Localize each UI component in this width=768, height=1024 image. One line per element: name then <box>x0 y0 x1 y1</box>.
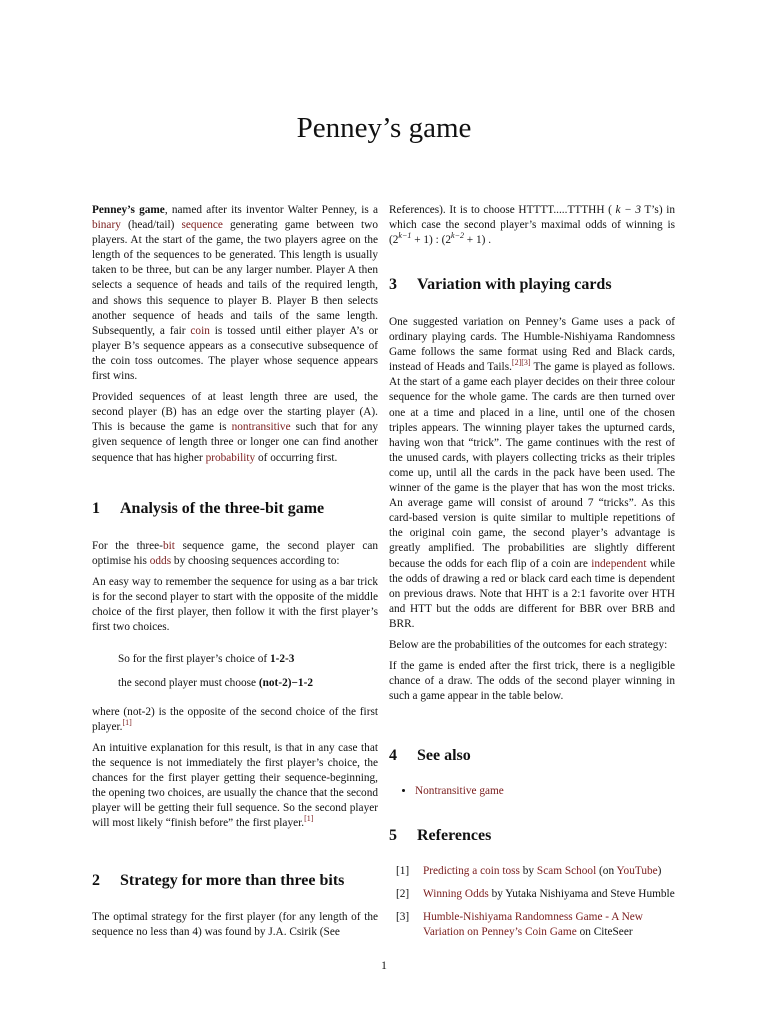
link-binary[interactable]: binary <box>92 219 121 232</box>
link-probability[interactable]: probability <box>205 451 256 464</box>
text: The game is played as follows. At the start of a game each player decides on their three colour sequence for the whole game. The cards are then turned over one at a time and placed in a line, until one of the chosen triples appears. The winning player takes the upturned cards, having won that “trick”. The game continues with the rest of the unused cards, with players collecting tricks as their triples come up, until all the cards in the pack have been used. The winner of the game is the player that has won the most tricks. An average game will consist of around 7 “tricks”. As this card-based version is quite similar to multiple repetitions of the original coin game, the second player’s advantage is greatly amplified. The probabilities are slightly different because the odds for each flip of a coin are <box>389 361 675 570</box>
text: by choosing sequences according to: <box>171 555 340 568</box>
page-number: 1 <box>381 960 387 972</box>
link-scam-school[interactable]: Scam School <box>536 865 597 877</box>
math: + 1) : (2 <box>411 234 452 247</box>
section-title: Strategy for more than three bits <box>120 872 345 889</box>
math-line-2 <box>92 676 378 691</box>
reference-number: [3] <box>396 911 410 924</box>
section-1-paragraph-4 <box>92 741 378 832</box>
section-number: 2 <box>92 872 100 889</box>
reference-item <box>389 864 675 879</box>
math: (2 <box>389 234 399 247</box>
math-exponent: k−2 <box>451 231 464 241</box>
citation-link[interactable]: [1] <box>122 718 132 728</box>
math-line-1 <box>92 652 378 667</box>
math-exponent: k−1 <box>398 231 412 241</box>
section-2-continued <box>389 203 675 254</box>
section-2-paragraph-1-cont <box>389 203 675 248</box>
text: T’s) in which case the second player’s maximal odds of winning is <box>389 204 675 232</box>
reference-item <box>389 887 675 902</box>
see-also-list <box>389 784 675 799</box>
section-number: 1 <box>92 500 100 517</box>
section-number: 3 <box>389 276 397 293</box>
section-3-paragraph-3: If the game is ended after the first trick, there is a negligible chance of a draw. The odds of the second player winning in such a game appear in the table below. <box>389 660 675 703</box>
section-3-heading <box>389 277 612 292</box>
link-sequence[interactable]: sequence <box>181 219 223 232</box>
link-youtube[interactable]: YouTube <box>616 865 658 877</box>
text: by Yutaka Nishiyama and Steve Humble <box>488 888 675 901</box>
text: the second player must choose <box>118 676 259 689</box>
link-humble-nishiyama[interactable]: Humble-Nishiyama Randomness Game - A New Variation on Penney’s Coin Game <box>423 911 643 939</box>
section-1-heading <box>92 501 324 516</box>
references-list <box>389 864 675 948</box>
section-5-heading <box>389 828 491 843</box>
reference-number: [1] <box>396 865 410 877</box>
text: , named after its inventor Walter Penney, is a <box>164 204 378 216</box>
text: generating game between two players. At the start of the game, the two players agree on the length of the sequences to be generated. This length is usually taken to be three, but can be any larger number. Player A then selects a sequence of heads and tails of the required length, and shows this sequence to player B. Player B then selects another sequence of heads and tails of the same length. Subsequently, a fair <box>92 219 378 337</box>
section-title: Variation with playing cards <box>417 276 612 293</box>
link-nontransitive[interactable]: nontransitive <box>231 421 291 434</box>
intro-paragraph-2 <box>92 390 378 465</box>
text: An intuitive explanation for this result, is that in any case that the sequence is not immediately the first player’s choice, the chances for the first player getting their sequence-beginning, the opening two choices, are usually the chance that the second player will be getting their full sequence. So the second player will most likely “finish before” the first player. <box>92 741 378 830</box>
reference-text <box>423 864 661 879</box>
section-title: See also <box>417 747 471 764</box>
list-item <box>415 784 675 799</box>
text: of occurring first. <box>255 451 338 464</box>
math: + 1) . <box>463 234 492 247</box>
text: So for the first player’s choice of <box>118 652 270 665</box>
intro <box>92 203 378 472</box>
section-1-body <box>92 539 378 838</box>
citation-link[interactable]: [1] <box>304 814 314 824</box>
text: on CiteSeer <box>576 926 633 939</box>
section-2-paragraph-1: The optimal strategy for the first player (for any length of the sequence no less than 4) was found by J.A. Csirik (See <box>92 911 378 939</box>
section-1-paragraph-3 <box>92 705 378 735</box>
text: by <box>519 865 537 877</box>
text: (on <box>596 865 617 877</box>
text: (head/tail) <box>120 219 182 232</box>
section-title: References <box>417 827 492 844</box>
link-independent[interactable]: independent <box>591 557 647 570</box>
section-2-heading <box>92 873 344 888</box>
math-bold: (not-2)−1-2 <box>258 676 313 689</box>
reference-text <box>423 887 675 902</box>
citation-link[interactable]: [2][3] <box>511 358 531 368</box>
section-number: 5 <box>389 827 397 844</box>
link-nontransitive-game[interactable]: Nontransitive game <box>415 785 504 797</box>
reference-text <box>423 910 675 940</box>
text: sequence game, the second player can optimise his <box>92 540 378 568</box>
page-title: Penney’s game <box>296 112 472 144</box>
section-1-paragraph-1 <box>92 539 378 569</box>
link-predicting-coin-toss[interactable]: Predicting a coin toss <box>423 865 520 877</box>
text: Provided sequences of at least length three are used, the second player (B) has an edge over the starting player (A). This is because the game is <box>92 391 378 434</box>
section-3-paragraph-2: Below are the probabilities of the outcomes for each strategy: <box>389 638 668 651</box>
text: while the odds of drawing a red or black card each time is dependent on previous draws. Note that HHT is a 2:1 favorite over HTH and HTT but the odds are different for BBR over BRB and BRR. <box>389 557 675 630</box>
section-title: Analysis of the three-bit game <box>120 500 325 517</box>
link-winning-odds[interactable]: Winning Odds <box>423 888 489 901</box>
reference-item <box>389 910 675 940</box>
section-2-body <box>92 910 378 946</box>
text: For the three- <box>92 540 163 552</box>
term-bold: Penney’s game <box>92 204 165 216</box>
text: One suggested variation on Penney’s Game uses a pack of ordinary playing cards. The Humble-Nishiyama Randomness Game follows the same format using Red and Black cards, instead of Heads and Tails. <box>389 316 675 374</box>
intro-paragraph-1 <box>92 203 378 384</box>
text: is tossed until either player A’s or player B’s sequence appears as a consecutive subsequence of the coin toss outcomes. The player whose sequence appears first wins. <box>92 324 378 383</box>
reference-number: [2] <box>396 888 410 901</box>
link-odds[interactable]: odds <box>149 555 172 568</box>
section-number: 4 <box>389 747 397 764</box>
link-bit[interactable]: bit <box>162 540 175 552</box>
math-bold: 1-2-3 <box>269 652 295 665</box>
text: where (not-2) is the opposite of the second choice of the first player. <box>92 705 378 733</box>
section-1-paragraph-2: An easy way to remember the sequence for using as a bar trick is for the second player to start with the opposite of the middle choice of the first player, then follow it with the first player’s first two choices. <box>92 576 378 634</box>
link-coin[interactable]: coin <box>190 324 210 337</box>
text: References). It is to choose HTTTT.....TTTHH ( <box>389 204 616 216</box>
text: ) <box>657 865 662 877</box>
section-3-body <box>389 315 675 710</box>
text: such that for any given sequence of length three or longer one can find another sequence that has higher <box>92 421 378 464</box>
section-4-body <box>389 784 675 799</box>
section-4-heading <box>389 748 471 763</box>
section-3-paragraph-1 <box>389 315 675 632</box>
math: k − 3 <box>615 204 641 216</box>
